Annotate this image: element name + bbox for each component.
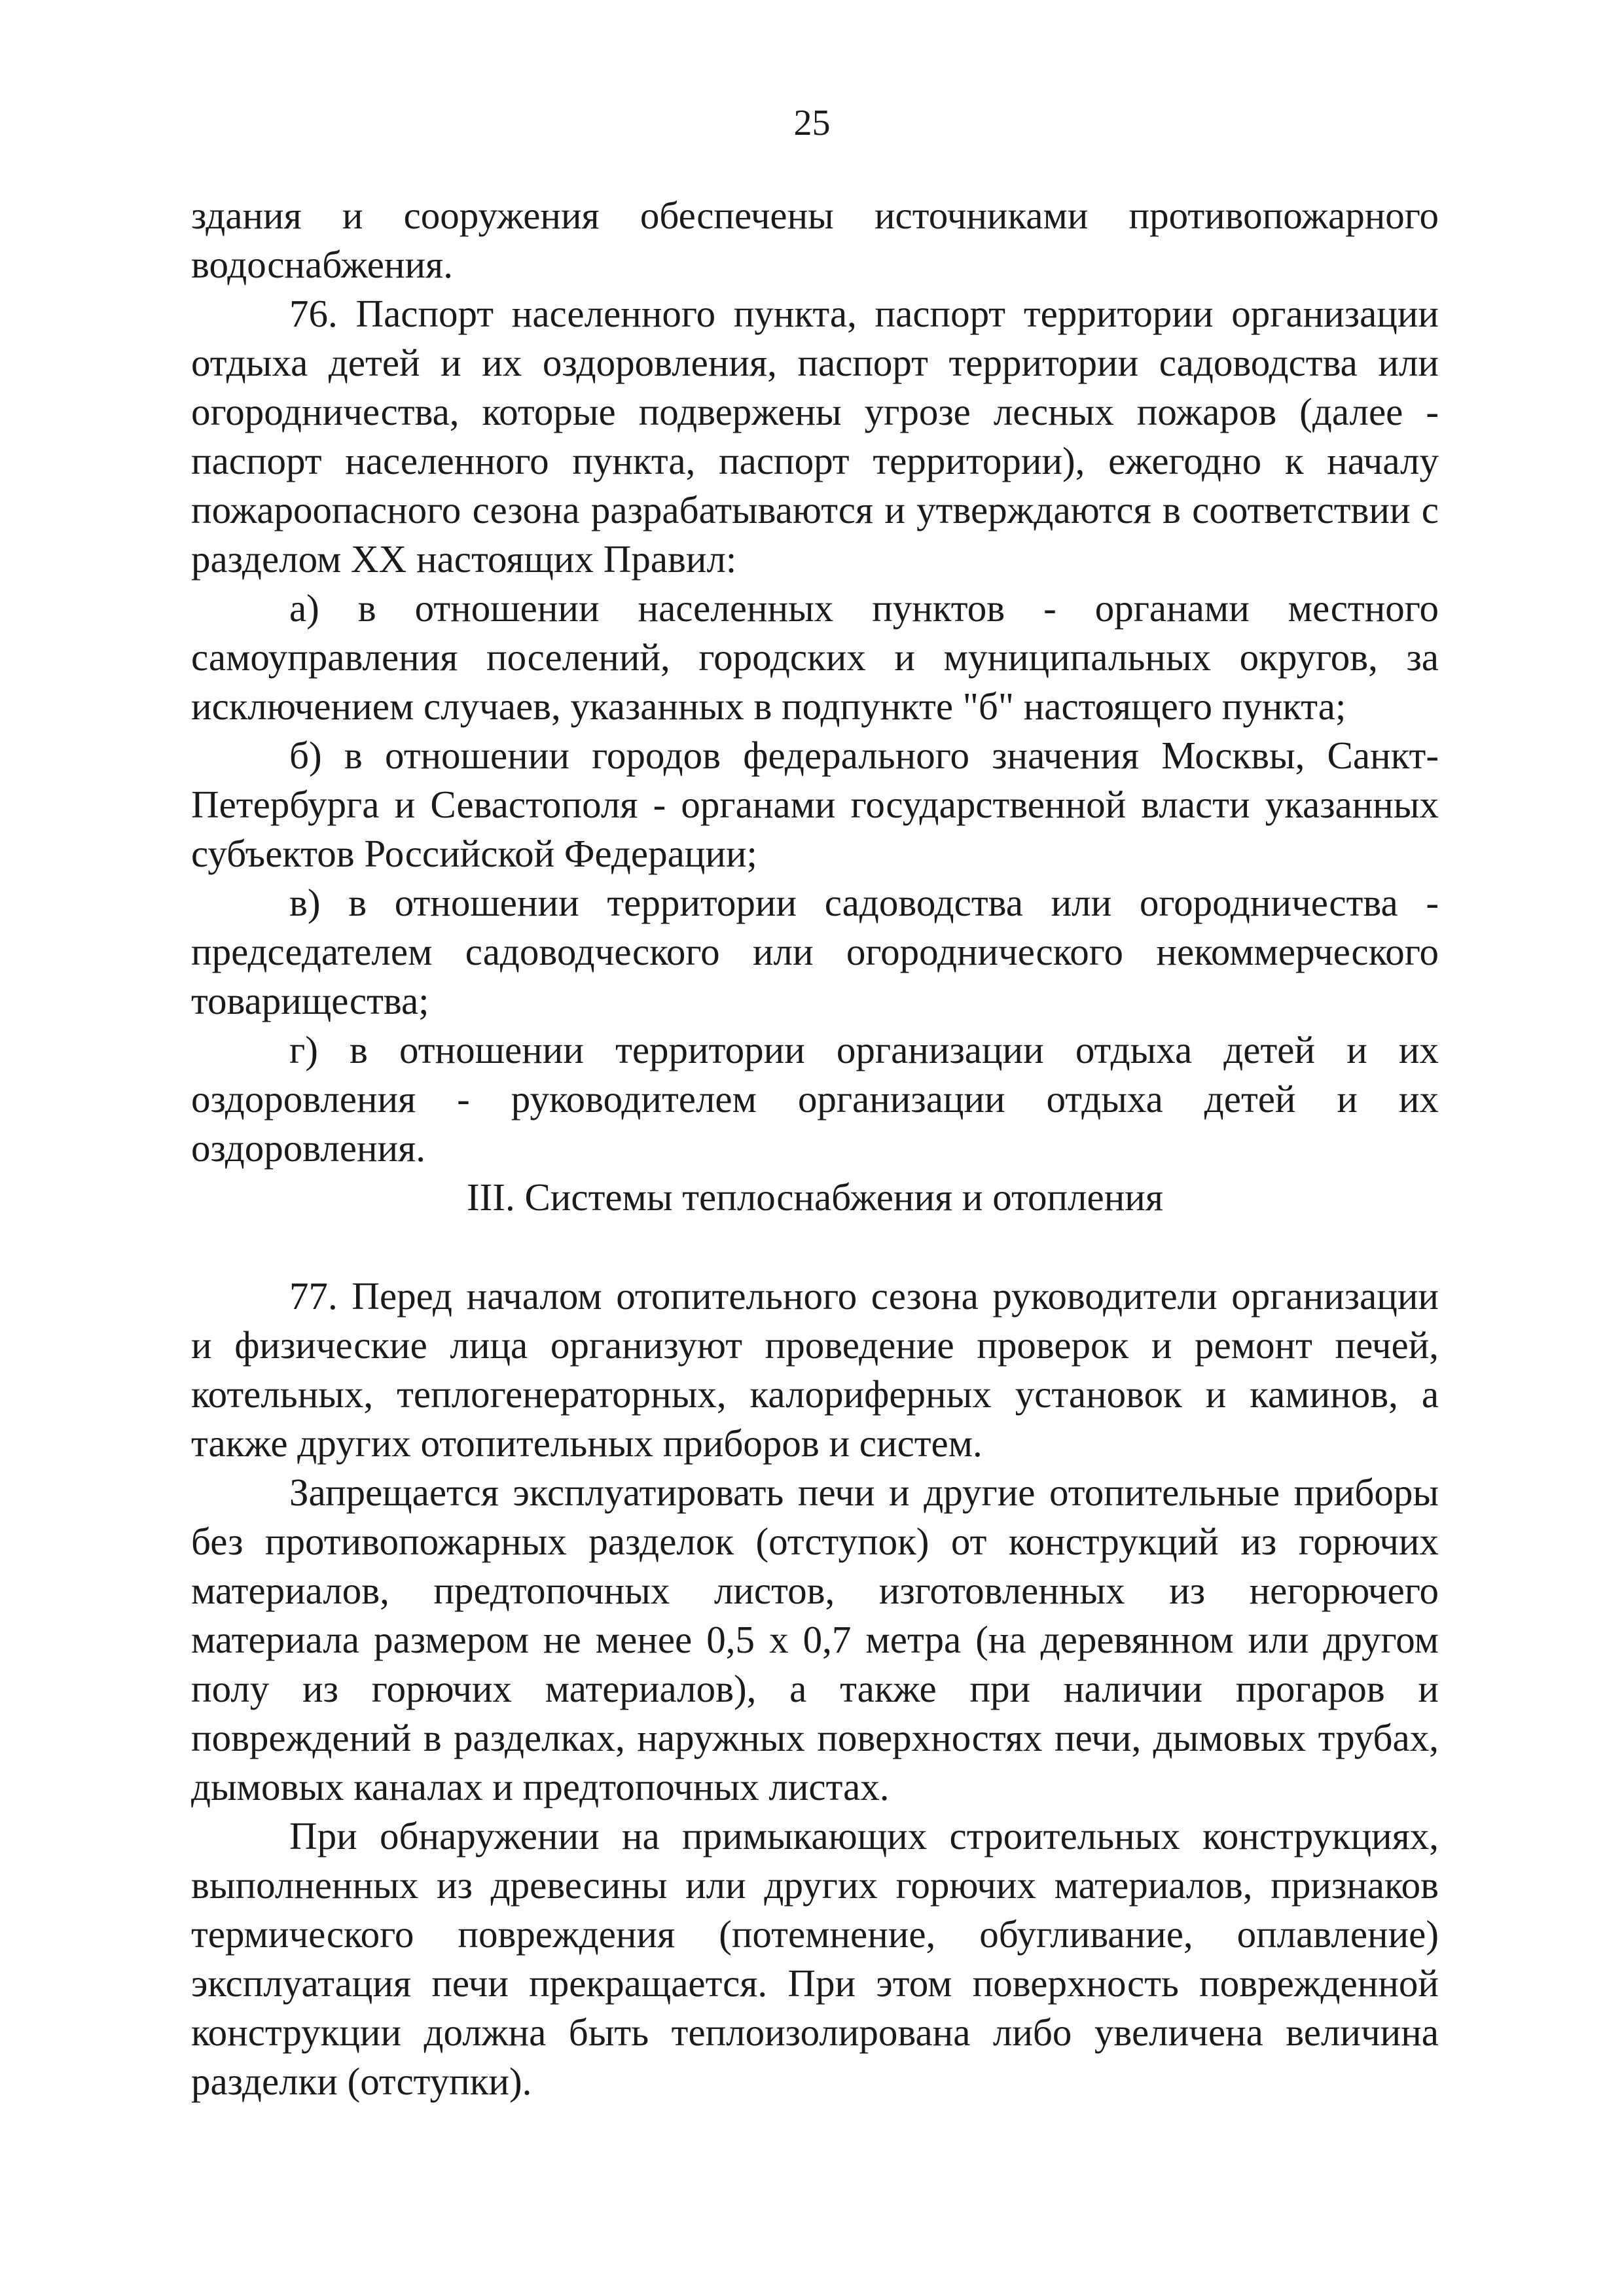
paragraph-76: 76. Паспорт населенного пункта, паспорт территории организации отдыха детей и их оздоровления, паспорт территории садоводства или огородничества, которые подвержены угрозе лесных пожаров (далее - паспорт населенного пункта, паспорт территории), ежегодно к началу пожароопасного сезона разрабатываются и утверждаются в соответствии с разделом XX настоящих Правил: — [191, 292, 1439, 581]
paragraph-77-prohibition: Запрещается эксплуатировать печи и другие отопительные приборы без противопожарных разделок (отступок) от конструкций из горючих материалов, предтопочных листов, изготовленных из негорючего материала размером не менее 0,5 х 0,7 метра (на деревянном или другом полу из горючих материалов), а также при наличии прогаров и повреждений в разделках, наружных поверхностях печи, дымовых трубах, дымовых каналах и предтопочных листах. — [191, 1471, 1439, 1808]
list-item-a: а) в отношении населенных пунктов - органами местного самоуправления поселений, городских и муниципальных округов, за исключением случаев, указанных в подпункте "б" настоящего пункта; — [191, 586, 1439, 728]
list-item-g: г) в отношении территории организации отдыха детей и их оздоровления - руководителем организации отдыха детей и их оздоровления. — [191, 1028, 1439, 1170]
paragraph-continuation: здания и сооружения обеспечены источниками противопожарного водоснабжения. — [191, 194, 1439, 286]
paragraph-77-damage: При обнаружении на примыкающих строительных конструкциях, выполненных из древесины или других горючих материалов, признаков термического повреждения (потемнение, обугливание, оплавление) эксплуатация печи прекращается. При этом поверхность поврежденной конструкции должна быть теплоизолирована либо увеличена величина разделки (отступки). — [191, 1814, 1439, 2103]
paragraph-77: 77. Перед началом отопительного сезона руководители организации и физические лица организуют проведение проверок и ремонт печей, котельных, теплогенераторных, калориферных установок и каминов, а также других отопительных приборов и систем. — [191, 1274, 1439, 1465]
list-item-b: б) в отношении городов федерального значения Москвы, Санкт-Петербурга и Севастополя - органами государственной власти указанных субъектов Российской Федерации; — [191, 734, 1439, 875]
section-heading: III. Системы теплоснабжения и отопления — [467, 1175, 1163, 1219]
page-number: 25 — [793, 103, 831, 143]
document-body — [191, 191, 1439, 2106]
list-item-v: в) в отношении территории садоводства или огородничества - председателем садоводческого или огороднического некоммерческого товарищества; — [191, 881, 1439, 1022]
